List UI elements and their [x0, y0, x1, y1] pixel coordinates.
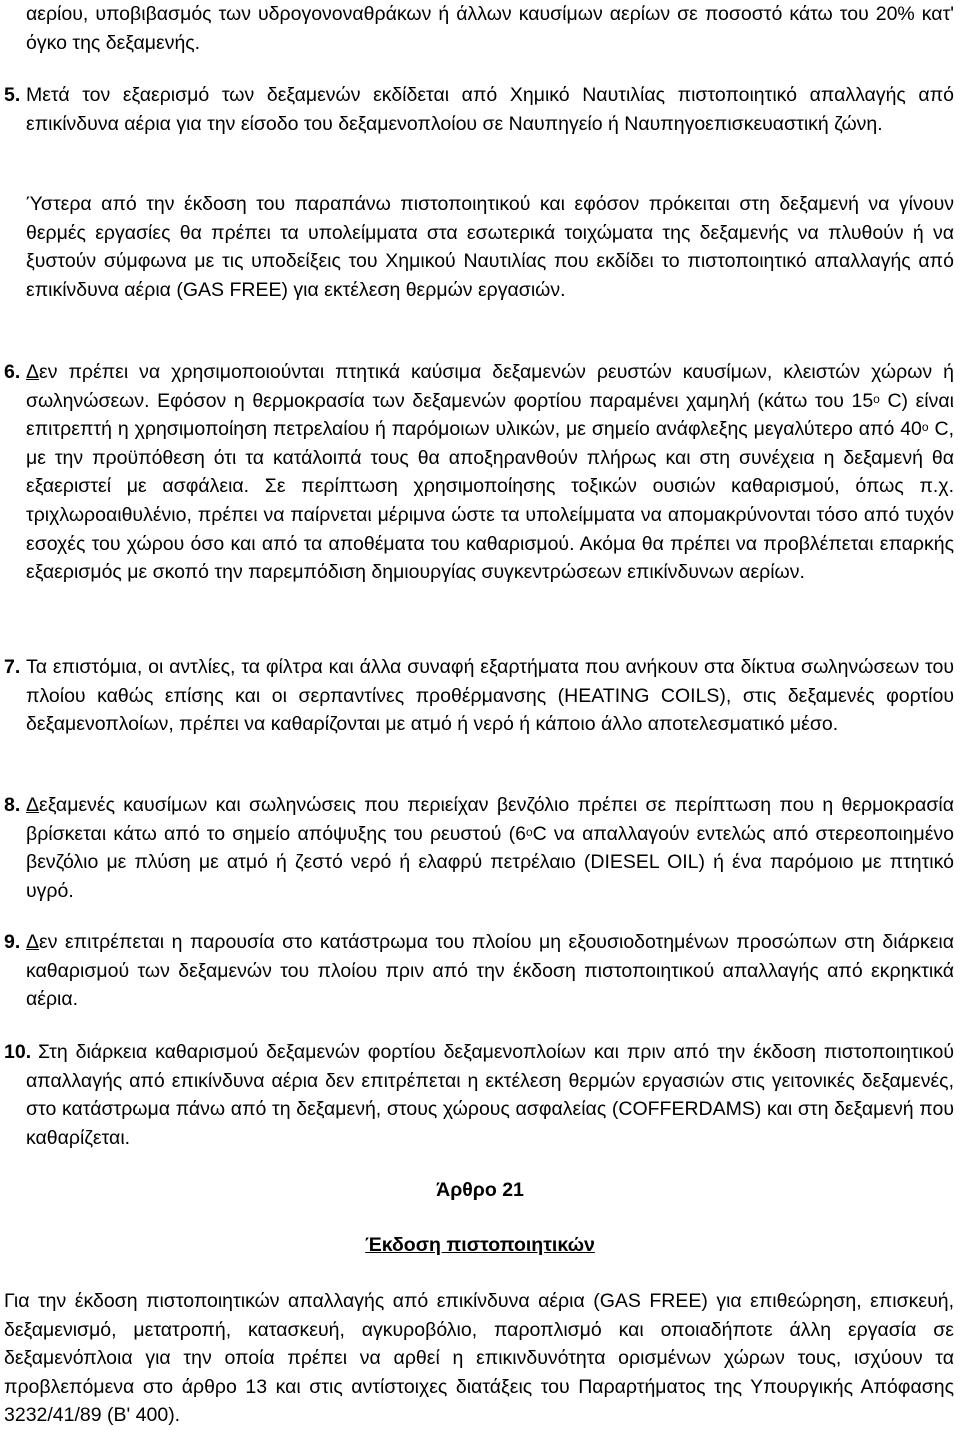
item-8-text-a: εξαμενές καυσίμων και σωληνώσεις που περιείχαν βενζόλιο πρέπει σε περίπτωση που η θερμοκρασία βρίσκεται κάτω από το σημείο απόψυξης του ρευστού (6 [26, 794, 954, 845]
degree-sup-2: ο [921, 420, 929, 435]
article-subtitle [0, 1231, 960, 1260]
item-6-text [26, 358, 954, 587]
item-6-text-c: C, με την προϋπόθεση ότι τα κατάλοιπά τους θα αποξηρανθούν πλήρως και στη συνέχεια η δεξαμενή θα εξαεριστεί με ασφάλεια. Σε περίπτωση χρησιμοποίησης τοξικών ουσιών καθαρισμού, όπως π.χ. τριχλωροαιθυλένιο, πρέπει να παίρνεται μέριμνα ώστε τα υπολείμματα να απομακρύνονται τόσο από τυχόν εσοχές του χώρου όσο και από τα αποθέματα του καθαρισμού. Ακόμα θα πρέπει να προβλέπεται επαρκής εξαερισμός με σκοπό την παρεμπόδιση δημιουργίας συγκεντρώσεων επικίνδυνων αερίων. [26, 418, 954, 584]
degree-sup-3: ο [525, 824, 533, 839]
item-5-number: 5. [4, 84, 21, 106]
item-7-number: 7. [4, 656, 21, 678]
item-8-number: 8. [4, 794, 21, 816]
item-9-text [26, 928, 954, 1014]
item-9-number: 9. [4, 931, 21, 953]
item-9-first-letter: Δ [26, 931, 40, 953]
item-10-number: 10. [4, 1041, 32, 1063]
item-6-number: 6. [4, 361, 21, 383]
article-title: Άρθρο 21 [436, 1179, 524, 1201]
item-6-text-a: εν πρέπει να χρησιμοποιούνται πτητικά καύσιμα δεξαμενών ρευστών καυσίμων, κλειστών χώρων ή σωληνώσεων. Εφόσον η θερμοκρασία των δεξαμενών φορτίου παραμένει χαμηλή (κάτω του 15 [26, 361, 954, 412]
item-7-text: Τα επιστόμια, οι αντλίες, τα φίλτρα και άλλα συναφή εξαρτήματα που ανήκουν στα δίκτυα σωληνώσεων του πλοίου καθώς επίσης και οι σερπαντίνες προθέρμανσης (HEATING COILS), στις δεξαμενές φορτίου δεξαμενοπλοίων, πρέπει να καθαρίζονται με ατμό ή νερό ή κάποιο άλλο αποτελεσματικό μέσο. [26, 656, 954, 736]
item-10-text: Στη διάρκεια καθαρισμού δεξαμενών φορτίου δεξαμενοπλοίων και πριν από την έκδοση πιστοποιητικού απαλλαγής από επικίνδυνα αέρια δεν επιτρέπεται η εκτέλεση θερμών εργασιών στις γειτονικές δεξαμενές, στο κατάστρωμα πάνω από τη δεξαμενή, στους χώρους ασφαλείας (COFFERDAMS) και στη δεξαμενή που καθαρίζεται. [26, 1041, 954, 1149]
item-8-text-b: C να απαλλαγούν εντελώς από στερεοποιημένο βενζόλιο με πλύση με ατμό ή ζεστό νερό ή ελαφρύ πετρέλαιο (DIESEL OIL) ή ένα παρόμοιο με πτητικό υγρό. [26, 822, 955, 902]
item-5-text: Μετά τον εξαερισμό των δεξαμενών εκδίδεται από Χημικό Ναυτιλίας πιστοποιητικό απαλλαγής από επικίνδυνα αέρια για την είσοδο του δεξαμενοπλοίου σε Ναυπηγείο ή Ναυπηγοεπισκευαστική ζώνη. [26, 84, 954, 135]
item-6-first-letter: Δ [26, 361, 40, 383]
paragraph-after-item-5: Ύστερα από την έκδοση του παραπάνω πιστοποιητικού και εφόσον πρόκειται στη δεξαμενή να γίνουν θερμές εργασίες θα πρέπει τα υπολείμματα στα εσωτερικά τοιχώματα της δεξαμενής να πλυθούν ή να ξυστούν σύμφωνα με τις υποδείξεις του Χημικού Ναυτιλίας που εκδίδει το πιστοποιητικό απαλλαγής από επικίνδυνα αέρια (GAS FREE) για εκτέλεση θερμών εργασιών. [26, 193, 954, 301]
final-paragraph: Για την έκδοση πιστοποιητικών απαλλαγής από επικίνδυνα αέρια (GAS FREE) για επιθεώρηση, επισκευή, δεξαμενισμό, μετατροπή, κατασκευή, αγκυροβόλιο, παροπλισμό και οποιαδήποτε άλλη εργασία σε δεξαμενόπλοια για την οποία πρέπει να αρθεί η επικινδυνότητα ορισμένων χώρων τους, ισχύουν τα προβλεπόμενα στο άρθρο 13 και στις αντίστοιχες διατάξεις του Παραρτήματος της Υπουργικής Απόφασης 3232/41/89 (Β' 400). [4, 1290, 954, 1427]
degree-sup-1: ο [873, 391, 880, 406]
paragraph-continuation: αερίου, υποβιβασμός των υδρογονοναθράκων ή άλλων καυσίμων αερίων σε ποσοστό κάτω του 20% κατ' όγκο της δεξαμενής. [26, 3, 954, 54]
item-8-text [26, 791, 954, 905]
item-6-text-b: C) είναι επιτρεπτή η χρησιμοποίηση πετρελαίου ή παρόμοιων υλικών, με σημείο ανάφλεξης μεγαλύτερο από 40 [26, 389, 954, 441]
item-9-text-body: εν επιτρέπεται η παρουσία στο κατάστρωμα του πλοίου μη εξουσιοδοτημένων προσώπων στη διάρκεια καθαρισμού των δεξαμενών του πλοίου πριν από την έκδοση πιστοποιητικού απαλλαγής από εκρηκτικά αέρια. [26, 931, 954, 1011]
article-subtitle-text: Έκδοση πιστοποιητικών [365, 1234, 595, 1256]
item-8-first-letter: Δ [26, 794, 40, 816]
